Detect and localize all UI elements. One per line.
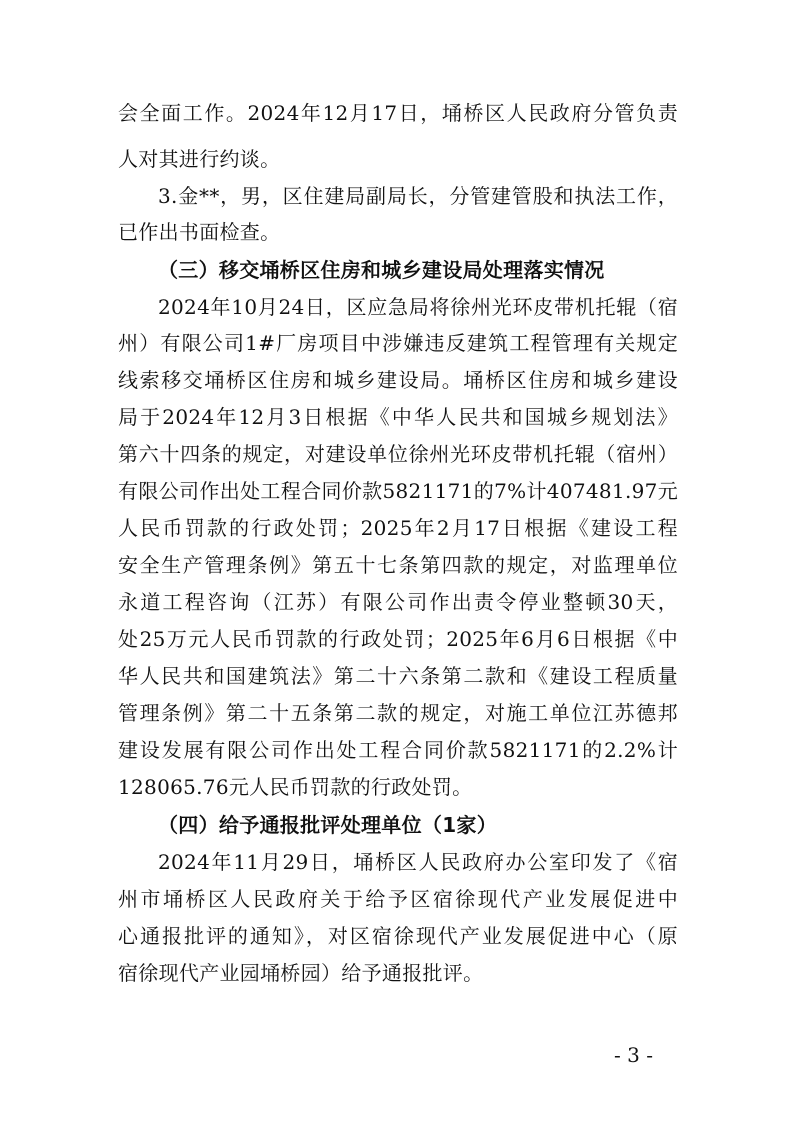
body-text-line: 已作出书面检查。: [118, 220, 281, 244]
body-text-line: 州）有限公司1#厂房项目中涉嫌违反建筑工程管理有关规定: [118, 331, 678, 355]
body-text-line: 2024年11月29日，埇桥区人民政府办公室印发了《宿: [158, 850, 678, 874]
body-text-line: 心通报批评的通知》，对区宿徐现代产业发展促进中心（原: [118, 924, 678, 948]
body-text-line: 建设发展有限公司作出处工程合同价款5821171的2.2%计: [118, 738, 678, 762]
body-text-line: 会全面工作。2024年12月17日，埇桥区人民政府分管负责: [118, 101, 678, 125]
body-text-line: 3.金**，男，区住建局副局长，分管建管股和执法工作，: [158, 184, 678, 208]
section-heading: （四）给予通报批评处理单位（1家）: [158, 813, 498, 837]
body-text-line: 128065.76元人民币罚款的行政处罚。: [118, 775, 473, 799]
body-text-line: 处25万元人民币罚款的行政处罚；2025年6月6日根据《中: [118, 627, 678, 651]
body-text-line: 第六十四条的规定，对建设单位徐州光环皮带机托辊（宿州）: [118, 442, 678, 466]
body-text-line: 人对其进行约谈。: [118, 147, 281, 171]
body-text-line: 线索移交埇桥区住房和城乡建设局。埇桥区住房和城乡建设: [118, 368, 678, 392]
body-text-line: 管理条例》第二十五条第二款的规定，对施工单位江苏德邦: [118, 701, 678, 725]
body-text-line: 永道工程咨询（江苏）有限公司作出责令停业整顿30天，: [118, 590, 678, 614]
body-text-line: 人民币罚款的行政处罚；2025年2月17日根据《建设工程: [118, 516, 678, 540]
body-text-line: 华人民共和国建筑法》第二十六条第二款和《建设工程质量: [118, 664, 678, 688]
body-text-line: 宿徐现代产业园埇桥园）给予通报批评。: [118, 961, 484, 985]
body-text-line: 局于2024年12月3日根据《中华人民共和国城乡规划法》: [118, 405, 678, 429]
body-text-line: 2024年10月24日，区应急局将徐州光环皮带机托辊（宿: [158, 295, 678, 319]
section-heading: （三）移交埇桥区住房和城乡建设局处理落实情况: [158, 258, 605, 282]
body-text-line: 州市埇桥区人民政府关于给予区宿徐现代产业发展促进中: [118, 887, 678, 911]
page-number: - 3 -: [614, 1043, 653, 1067]
body-text-line: 有限公司作出处工程合同价款5821171的7%计407481.97元: [118, 479, 678, 503]
body-text-line: 安全生产管理条例》第五十七条第四款的规定，对监理单位: [118, 553, 678, 577]
